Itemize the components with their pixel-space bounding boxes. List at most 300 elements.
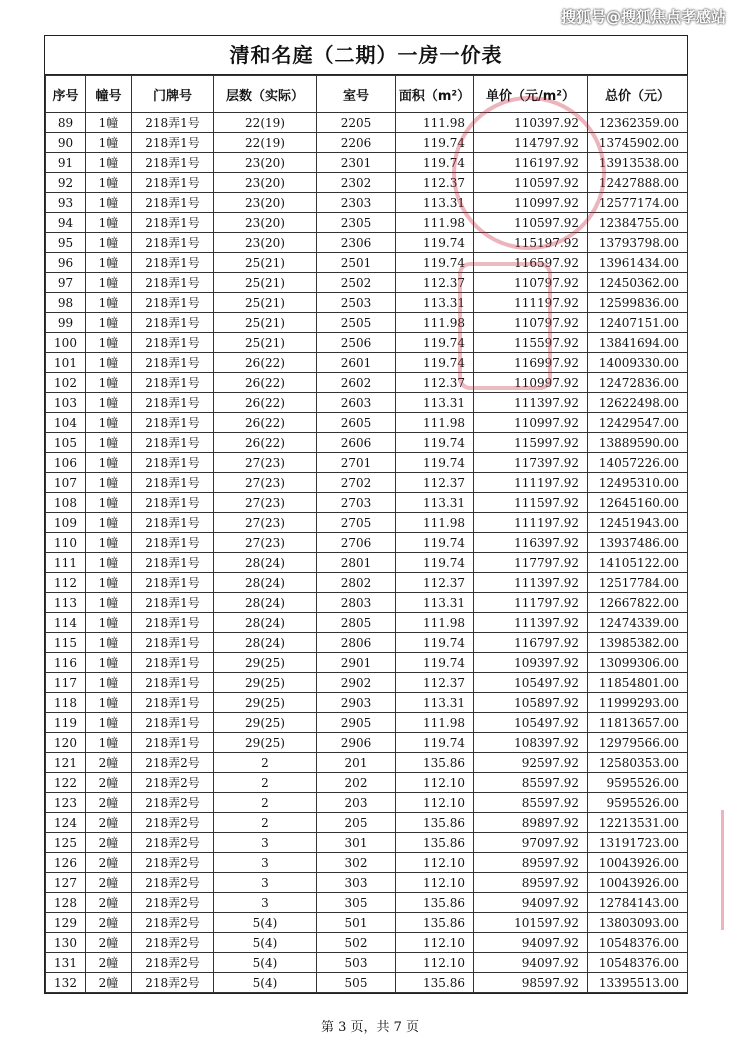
cell-unit-price: 111197.92: [474, 293, 588, 313]
cell-door-number: 218弄2号: [132, 873, 214, 893]
cell-unit-price: 89897.92: [474, 813, 588, 833]
cell-total-price: 13937486.00: [588, 533, 688, 553]
table-row: [46, 413, 688, 433]
cell-building: 1幢: [86, 733, 132, 753]
cell-area: 135.86: [396, 913, 474, 933]
cell-door-number: 218弄1号: [132, 353, 214, 373]
table-row: [46, 953, 688, 973]
cell-total-price: 12474339.00: [588, 613, 688, 633]
cell-room: 2605: [317, 413, 396, 433]
cell-building: 1幢: [86, 353, 132, 373]
cell-total-price: 12213531.00: [588, 813, 688, 833]
cell-index: 103: [46, 393, 86, 413]
cell-floor: 28(24): [214, 633, 317, 653]
cell-room: 205: [317, 813, 396, 833]
cell-index: 106: [46, 453, 86, 473]
cell-unit-price: 116197.92: [474, 153, 588, 173]
cell-area: 119.74: [396, 433, 474, 453]
cell-unit-price: 85597.92: [474, 773, 588, 793]
cell-building: 2幢: [86, 833, 132, 853]
cell-floor: 23(20): [214, 193, 317, 213]
cell-room: 2301: [317, 153, 396, 173]
cell-building: 1幢: [86, 273, 132, 293]
cell-area: 111.98: [396, 513, 474, 533]
cell-building: 1幢: [86, 553, 132, 573]
cell-room: 2806: [317, 633, 396, 653]
cell-area: 119.74: [396, 553, 474, 573]
table-row: [46, 713, 688, 733]
cell-area: 111.98: [396, 213, 474, 233]
cell-room: 2303: [317, 193, 396, 213]
table-row: [46, 433, 688, 453]
cell-total-price: 12429547.00: [588, 413, 688, 433]
cell-total-price: 13191723.00: [588, 833, 688, 853]
cell-unit-price: 111597.92: [474, 493, 588, 513]
cell-area: 112.37: [396, 673, 474, 693]
cell-door-number: 218弄2号: [132, 853, 214, 873]
cell-index: 109: [46, 513, 86, 533]
cell-unit-price: 111397.92: [474, 393, 588, 413]
cell-building: 2幢: [86, 813, 132, 833]
cell-room: 2606: [317, 433, 396, 453]
cell-unit-price: 94097.92: [474, 953, 588, 973]
cell-building: 2幢: [86, 973, 132, 993]
cell-unit-price: 110597.92: [474, 173, 588, 193]
cell-door-number: 218弄1号: [132, 333, 214, 353]
cell-building: 1幢: [86, 433, 132, 453]
cell-index: 116: [46, 653, 86, 673]
cell-total-price: 9595526.00: [588, 793, 688, 813]
table-row: [46, 173, 688, 193]
cell-floor: 28(24): [214, 553, 317, 573]
cell-room: 2205: [317, 113, 396, 133]
cell-floor: 22(19): [214, 133, 317, 153]
cell-unit-price: 116397.92: [474, 533, 588, 553]
cell-area: 111.98: [396, 413, 474, 433]
cell-index: 104: [46, 413, 86, 433]
cell-unit-price: 110997.92: [474, 413, 588, 433]
cell-building: 1幢: [86, 613, 132, 633]
cell-floor: 23(20): [214, 173, 317, 193]
cell-total-price: 12580353.00: [588, 753, 688, 773]
cell-door-number: 218弄2号: [132, 793, 214, 813]
cell-building: 1幢: [86, 153, 132, 173]
cell-room: 302: [317, 853, 396, 873]
cell-total-price: 12495310.00: [588, 473, 688, 493]
cell-total-price: 12384755.00: [588, 213, 688, 233]
cell-index: 120: [46, 733, 86, 753]
cell-floor: 27(23): [214, 513, 317, 533]
cell-unit-price: 105497.92: [474, 673, 588, 693]
table-row: [46, 233, 688, 253]
cell-area: 119.74: [396, 353, 474, 373]
cell-floor: 23(20): [214, 153, 317, 173]
cell-area: 119.74: [396, 133, 474, 153]
cell-unit-price: 111397.92: [474, 613, 588, 633]
table-row: [46, 473, 688, 493]
cell-building: 1幢: [86, 113, 132, 133]
cell-area: 112.10: [396, 853, 474, 873]
cell-area: 111.98: [396, 113, 474, 133]
watermark-text: 搜狐号@搜狐焦点孝感站: [560, 8, 726, 26]
cell-room: 2901: [317, 653, 396, 673]
edge-seal-mark: [721, 810, 740, 930]
cell-floor: 3: [214, 893, 317, 913]
cell-floor: 26(22): [214, 373, 317, 393]
cell-room: 2802: [317, 573, 396, 593]
cell-total-price: 12979566.00: [588, 733, 688, 753]
cell-total-price: 12472836.00: [588, 373, 688, 393]
cell-door-number: 218弄1号: [132, 173, 214, 193]
cell-door-number: 218弄1号: [132, 513, 214, 533]
cell-door-number: 218弄1号: [132, 133, 214, 153]
cell-floor: 2: [214, 793, 317, 813]
cell-floor: 28(24): [214, 613, 317, 633]
cell-index: 97: [46, 273, 86, 293]
cell-index: 101: [46, 353, 86, 373]
header-floor: 层数（实际）: [214, 76, 317, 113]
table-row: [46, 133, 688, 153]
cell-floor: 29(25): [214, 653, 317, 673]
table-body: [46, 113, 688, 993]
cell-area: 112.10: [396, 953, 474, 973]
price-sheet: [44, 35, 688, 994]
price-table: [45, 75, 688, 993]
cell-floor: 2: [214, 813, 317, 833]
cell-index: 119: [46, 713, 86, 733]
cell-door-number: 218弄1号: [132, 293, 214, 313]
table-row: [46, 833, 688, 853]
cell-unit-price: 116797.92: [474, 633, 588, 653]
cell-door-number: 218弄1号: [132, 553, 214, 573]
cell-room: 201: [317, 753, 396, 773]
cell-building: 1幢: [86, 233, 132, 253]
cell-total-price: 12451943.00: [588, 513, 688, 533]
cell-area: 135.86: [396, 973, 474, 993]
cell-total-price: 12599836.00: [588, 293, 688, 313]
table-row: [46, 493, 688, 513]
cell-floor: 29(25): [214, 673, 317, 693]
cell-unit-price: 108397.92: [474, 733, 588, 753]
cell-room: 2801: [317, 553, 396, 573]
cell-index: 132: [46, 973, 86, 993]
cell-unit-price: 110797.92: [474, 313, 588, 333]
cell-unit-price: 111197.92: [474, 473, 588, 493]
table-row: [46, 933, 688, 953]
cell-floor: 5(4): [214, 953, 317, 973]
cell-room: 202: [317, 773, 396, 793]
table-row: [46, 193, 688, 213]
cell-building: 1幢: [86, 513, 132, 533]
cell-floor: 26(22): [214, 433, 317, 453]
cell-unit-price: 98597.92: [474, 973, 588, 993]
cell-door-number: 218弄1号: [132, 633, 214, 653]
cell-index: 98: [46, 293, 86, 313]
cell-building: 1幢: [86, 393, 132, 413]
cell-door-number: 218弄1号: [132, 113, 214, 133]
cell-area: 119.74: [396, 653, 474, 673]
table-row: [46, 793, 688, 813]
cell-door-number: 218弄1号: [132, 613, 214, 633]
cell-area: 119.74: [396, 733, 474, 753]
cell-total-price: 11813657.00: [588, 713, 688, 733]
cell-total-price: 13395513.00: [588, 973, 688, 993]
cell-index: 112: [46, 573, 86, 593]
cell-door-number: 218弄1号: [132, 433, 214, 453]
cell-floor: 27(23): [214, 453, 317, 473]
cell-unit-price: 117397.92: [474, 453, 588, 473]
cell-index: 129: [46, 913, 86, 933]
cell-area: 113.31: [396, 493, 474, 513]
cell-index: 115: [46, 633, 86, 653]
cell-room: 502: [317, 933, 396, 953]
cell-room: 2705: [317, 513, 396, 533]
cell-unit-price: 85597.92: [474, 793, 588, 813]
cell-total-price: 12427888.00: [588, 173, 688, 193]
cell-floor: 29(25): [214, 733, 317, 753]
cell-unit-price: 114797.92: [474, 133, 588, 153]
cell-total-price: 13803093.00: [588, 913, 688, 933]
table-row: [46, 853, 688, 873]
cell-floor: 26(22): [214, 353, 317, 373]
cell-door-number: 218弄1号: [132, 533, 214, 553]
cell-building: 1幢: [86, 533, 132, 553]
cell-total-price: 13913538.00: [588, 153, 688, 173]
cell-door-number: 218弄1号: [132, 733, 214, 753]
cell-building: 2幢: [86, 853, 132, 873]
cell-building: 1幢: [86, 253, 132, 273]
cell-floor: 22(19): [214, 113, 317, 133]
cell-room: 2603: [317, 393, 396, 413]
cell-index: 124: [46, 813, 86, 833]
cell-index: 95: [46, 233, 86, 253]
cell-door-number: 218弄1号: [132, 653, 214, 673]
cell-total-price: 11999293.00: [588, 693, 688, 713]
cell-unit-price: 94097.92: [474, 893, 588, 913]
cell-door-number: 218弄1号: [132, 493, 214, 513]
cell-area: 119.74: [396, 333, 474, 353]
header-total-price: 总价（元）: [588, 76, 688, 113]
table-row: [46, 813, 688, 833]
cell-floor: 28(24): [214, 593, 317, 613]
table-row: [46, 733, 688, 753]
table-row: [46, 753, 688, 773]
cell-area: 112.37: [396, 373, 474, 393]
cell-area: 112.10: [396, 873, 474, 893]
cell-index: 108: [46, 493, 86, 513]
cell-index: 126: [46, 853, 86, 873]
table-row: [46, 373, 688, 393]
cell-index: 127: [46, 873, 86, 893]
cell-door-number: 218弄1号: [132, 213, 214, 233]
cell-room: 203: [317, 793, 396, 813]
cell-area: 112.37: [396, 173, 474, 193]
table-row: [46, 973, 688, 993]
cell-door-number: 218弄1号: [132, 453, 214, 473]
cell-building: 1幢: [86, 653, 132, 673]
cell-unit-price: 105497.92: [474, 713, 588, 733]
cell-building: 2幢: [86, 913, 132, 933]
cell-total-price: 11854801.00: [588, 673, 688, 693]
cell-door-number: 218弄1号: [132, 713, 214, 733]
cell-index: 113: [46, 593, 86, 613]
cell-building: 1幢: [86, 713, 132, 733]
cell-room: 2506: [317, 333, 396, 353]
cell-door-number: 218弄1号: [132, 233, 214, 253]
cell-total-price: 14009330.00: [588, 353, 688, 373]
cell-total-price: 14105122.00: [588, 553, 688, 573]
page-title: 清和名庭（二期）一房一价表: [45, 36, 687, 75]
cell-building: 1幢: [86, 693, 132, 713]
cell-room: 2501: [317, 253, 396, 273]
cell-total-price: 12622498.00: [588, 393, 688, 413]
cell-room: 2602: [317, 373, 396, 393]
cell-unit-price: 111797.92: [474, 593, 588, 613]
table-row: [46, 573, 688, 593]
cell-index: 121: [46, 753, 86, 773]
cell-unit-price: 115197.92: [474, 233, 588, 253]
cell-area: 113.31: [396, 293, 474, 313]
cell-room: 305: [317, 893, 396, 913]
cell-door-number: 218弄2号: [132, 833, 214, 853]
cell-total-price: 13961434.00: [588, 253, 688, 273]
cell-room: 2601: [317, 353, 396, 373]
cell-area: 112.10: [396, 773, 474, 793]
cell-room: 2906: [317, 733, 396, 753]
cell-room: 2206: [317, 133, 396, 153]
cell-unit-price: 97097.92: [474, 833, 588, 853]
cell-door-number: 218弄2号: [132, 973, 214, 993]
table-header-row: [46, 76, 688, 113]
cell-area: 119.74: [396, 253, 474, 273]
table-row: [46, 313, 688, 333]
header-index: 序号: [46, 76, 86, 113]
cell-area: 111.98: [396, 713, 474, 733]
cell-door-number: 218弄1号: [132, 673, 214, 693]
cell-unit-price: 111397.92: [474, 573, 588, 593]
cell-building: 1幢: [86, 593, 132, 613]
table-row: [46, 153, 688, 173]
cell-room: 2302: [317, 173, 396, 193]
cell-index: 128: [46, 893, 86, 913]
cell-door-number: 218弄1号: [132, 573, 214, 593]
cell-building: 2幢: [86, 953, 132, 973]
table-row: [46, 113, 688, 133]
cell-area: 119.74: [396, 153, 474, 173]
cell-area: 119.74: [396, 633, 474, 653]
cell-index: 125: [46, 833, 86, 853]
table-row: [46, 333, 688, 353]
cell-door-number: 218弄1号: [132, 193, 214, 213]
cell-door-number: 218弄2号: [132, 813, 214, 833]
cell-floor: 25(21): [214, 313, 317, 333]
cell-index: 90: [46, 133, 86, 153]
cell-total-price: 13985382.00: [588, 633, 688, 653]
cell-room: 301: [317, 833, 396, 853]
table-row: [46, 613, 688, 633]
cell-building: 2幢: [86, 753, 132, 773]
cell-floor: 27(23): [214, 533, 317, 553]
cell-index: 107: [46, 473, 86, 493]
cell-door-number: 218弄1号: [132, 393, 214, 413]
cell-area: 119.74: [396, 453, 474, 473]
table-row: [46, 773, 688, 793]
cell-index: 123: [46, 793, 86, 813]
cell-floor: 5(4): [214, 913, 317, 933]
cell-unit-price: 92597.92: [474, 753, 588, 773]
cell-floor: 25(21): [214, 333, 317, 353]
cell-index: 122: [46, 773, 86, 793]
cell-unit-price: 110997.92: [474, 193, 588, 213]
cell-floor: 23(20): [214, 233, 317, 253]
table-row: [46, 673, 688, 693]
cell-unit-price: 115997.92: [474, 433, 588, 453]
table-row: [46, 913, 688, 933]
cell-floor: 5(4): [214, 933, 317, 953]
table-row: [46, 273, 688, 293]
cell-area: 119.74: [396, 233, 474, 253]
cell-area: 112.37: [396, 273, 474, 293]
cell-building: 2幢: [86, 793, 132, 813]
cell-unit-price: 116997.92: [474, 353, 588, 373]
cell-total-price: 10043926.00: [588, 873, 688, 893]
cell-floor: 23(20): [214, 213, 317, 233]
cell-door-number: 218弄1号: [132, 253, 214, 273]
table-row: [46, 513, 688, 533]
cell-floor: 28(24): [214, 573, 317, 593]
cell-room: 2306: [317, 233, 396, 253]
cell-total-price: 14057226.00: [588, 453, 688, 473]
cell-floor: 29(25): [214, 693, 317, 713]
cell-area: 113.31: [396, 693, 474, 713]
cell-index: 105: [46, 433, 86, 453]
cell-building: 1幢: [86, 173, 132, 193]
cell-building: 2幢: [86, 893, 132, 913]
cell-door-number: 218弄1号: [132, 473, 214, 493]
cell-area: 113.31: [396, 393, 474, 413]
cell-room: 303: [317, 873, 396, 893]
cell-room: 2905: [317, 713, 396, 733]
cell-index: 96: [46, 253, 86, 273]
cell-unit-price: 110597.92: [474, 213, 588, 233]
cell-area: 135.86: [396, 753, 474, 773]
header-building: 幢号: [86, 76, 132, 113]
cell-total-price: 12667822.00: [588, 593, 688, 613]
cell-room: 2502: [317, 273, 396, 293]
cell-index: 130: [46, 933, 86, 953]
cell-building: 1幢: [86, 193, 132, 213]
cell-room: 2805: [317, 613, 396, 633]
cell-door-number: 218弄1号: [132, 373, 214, 393]
cell-floor: 25(21): [214, 273, 317, 293]
table-row: [46, 253, 688, 273]
cell-area: 135.86: [396, 893, 474, 913]
cell-index: 102: [46, 373, 86, 393]
cell-total-price: 12362359.00: [588, 113, 688, 133]
cell-door-number: 218弄2号: [132, 933, 214, 953]
cell-index: 111: [46, 553, 86, 573]
cell-floor: 3: [214, 853, 317, 873]
cell-index: 100: [46, 333, 86, 353]
cell-building: 1幢: [86, 633, 132, 653]
table-row: [46, 893, 688, 913]
cell-total-price: 12577174.00: [588, 193, 688, 213]
cell-total-price: 13745902.00: [588, 133, 688, 153]
header-area: 面积（m²）: [396, 76, 474, 113]
cell-total-price: 12450362.00: [588, 273, 688, 293]
cell-area: 135.86: [396, 833, 474, 853]
cell-floor: 2: [214, 753, 317, 773]
